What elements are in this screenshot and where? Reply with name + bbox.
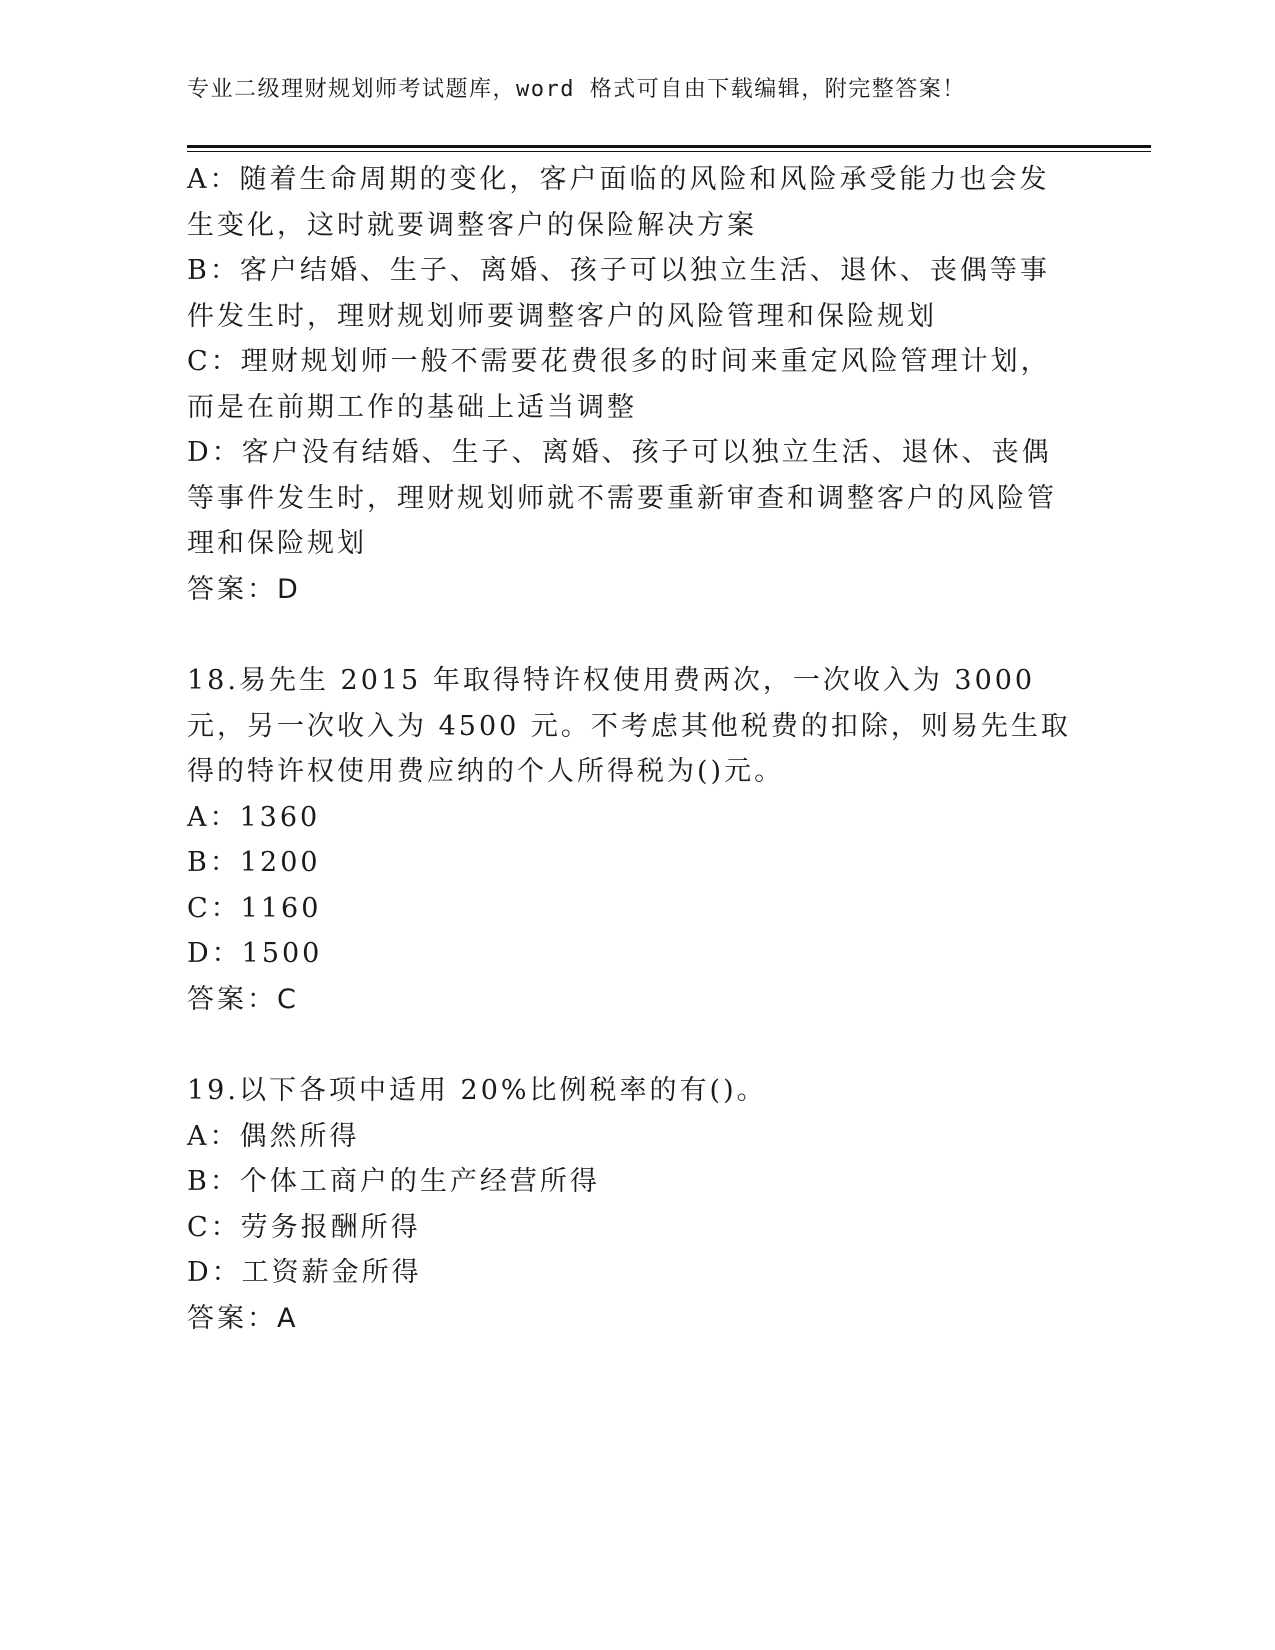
- header-divider-thin: [187, 151, 1151, 152]
- document-body: [187, 157, 1077, 1341]
- option-d: D：工资薪金所得: [187, 1257, 422, 1288]
- header-divider-thick: [187, 145, 1151, 148]
- option-b: B：1200: [187, 847, 321, 878]
- question-19-block: [187, 1068, 1077, 1341]
- question-text: 18.易先生 2015 年取得特许权使用费两次，一次收入为 3000 元，另一次收入为 4500 元。不考虑其他税费的扣除，则易先生取得的特许权使用费应纳的个人所得税为()元。: [187, 665, 1071, 787]
- answer-label: 答案：A: [187, 1302, 299, 1334]
- page-header: 专业二级理财规划师考试题库，word 格式可自由下载编辑，附完整答案！: [187, 77, 966, 102]
- option-c: C：劳务报酬所得: [187, 1211, 421, 1243]
- spacer: [187, 1022, 1077, 1068]
- option-b: B：个体工商户的生产经营所得: [187, 1166, 600, 1197]
- option-a: A：随着生命周期的变化，客户面临的风险和风险承受能力也会发生变化，这时就要调整客户的保险解决方案: [187, 164, 1050, 241]
- option-c: C：1160: [187, 892, 322, 924]
- question-text: 19.以下各项中适用 20%比例税率的有()。: [187, 1075, 767, 1106]
- answer-label: 答案：D: [187, 573, 301, 605]
- option-c: C：理财规划师一般不需要花费很多的时间来重定风险管理计划，而是在前期工作的基础上适当调整: [187, 346, 1051, 423]
- question-17-block: [187, 157, 1077, 612]
- option-a: A：偶然所得: [187, 1120, 360, 1152]
- question-18-block: [187, 658, 1077, 1022]
- answer-label: 答案：C: [187, 983, 299, 1015]
- option-d: D：客户没有结婚、生子、离婚、孩子可以独立生活、退休、丧偶等事件发生时，理财规划师就不需要重新审查和调整客户的风险管理和保险规划: [187, 437, 1057, 559]
- spacer: [187, 612, 1077, 658]
- option-d: D：1500: [187, 938, 323, 969]
- option-a: A：1360: [187, 801, 321, 833]
- option-b: B：客户结婚、生子、离婚、孩子可以独立生活、退休、丧偶等事件发生时，理财规划师要调整客户的风险管理和保险规划: [187, 255, 1050, 332]
